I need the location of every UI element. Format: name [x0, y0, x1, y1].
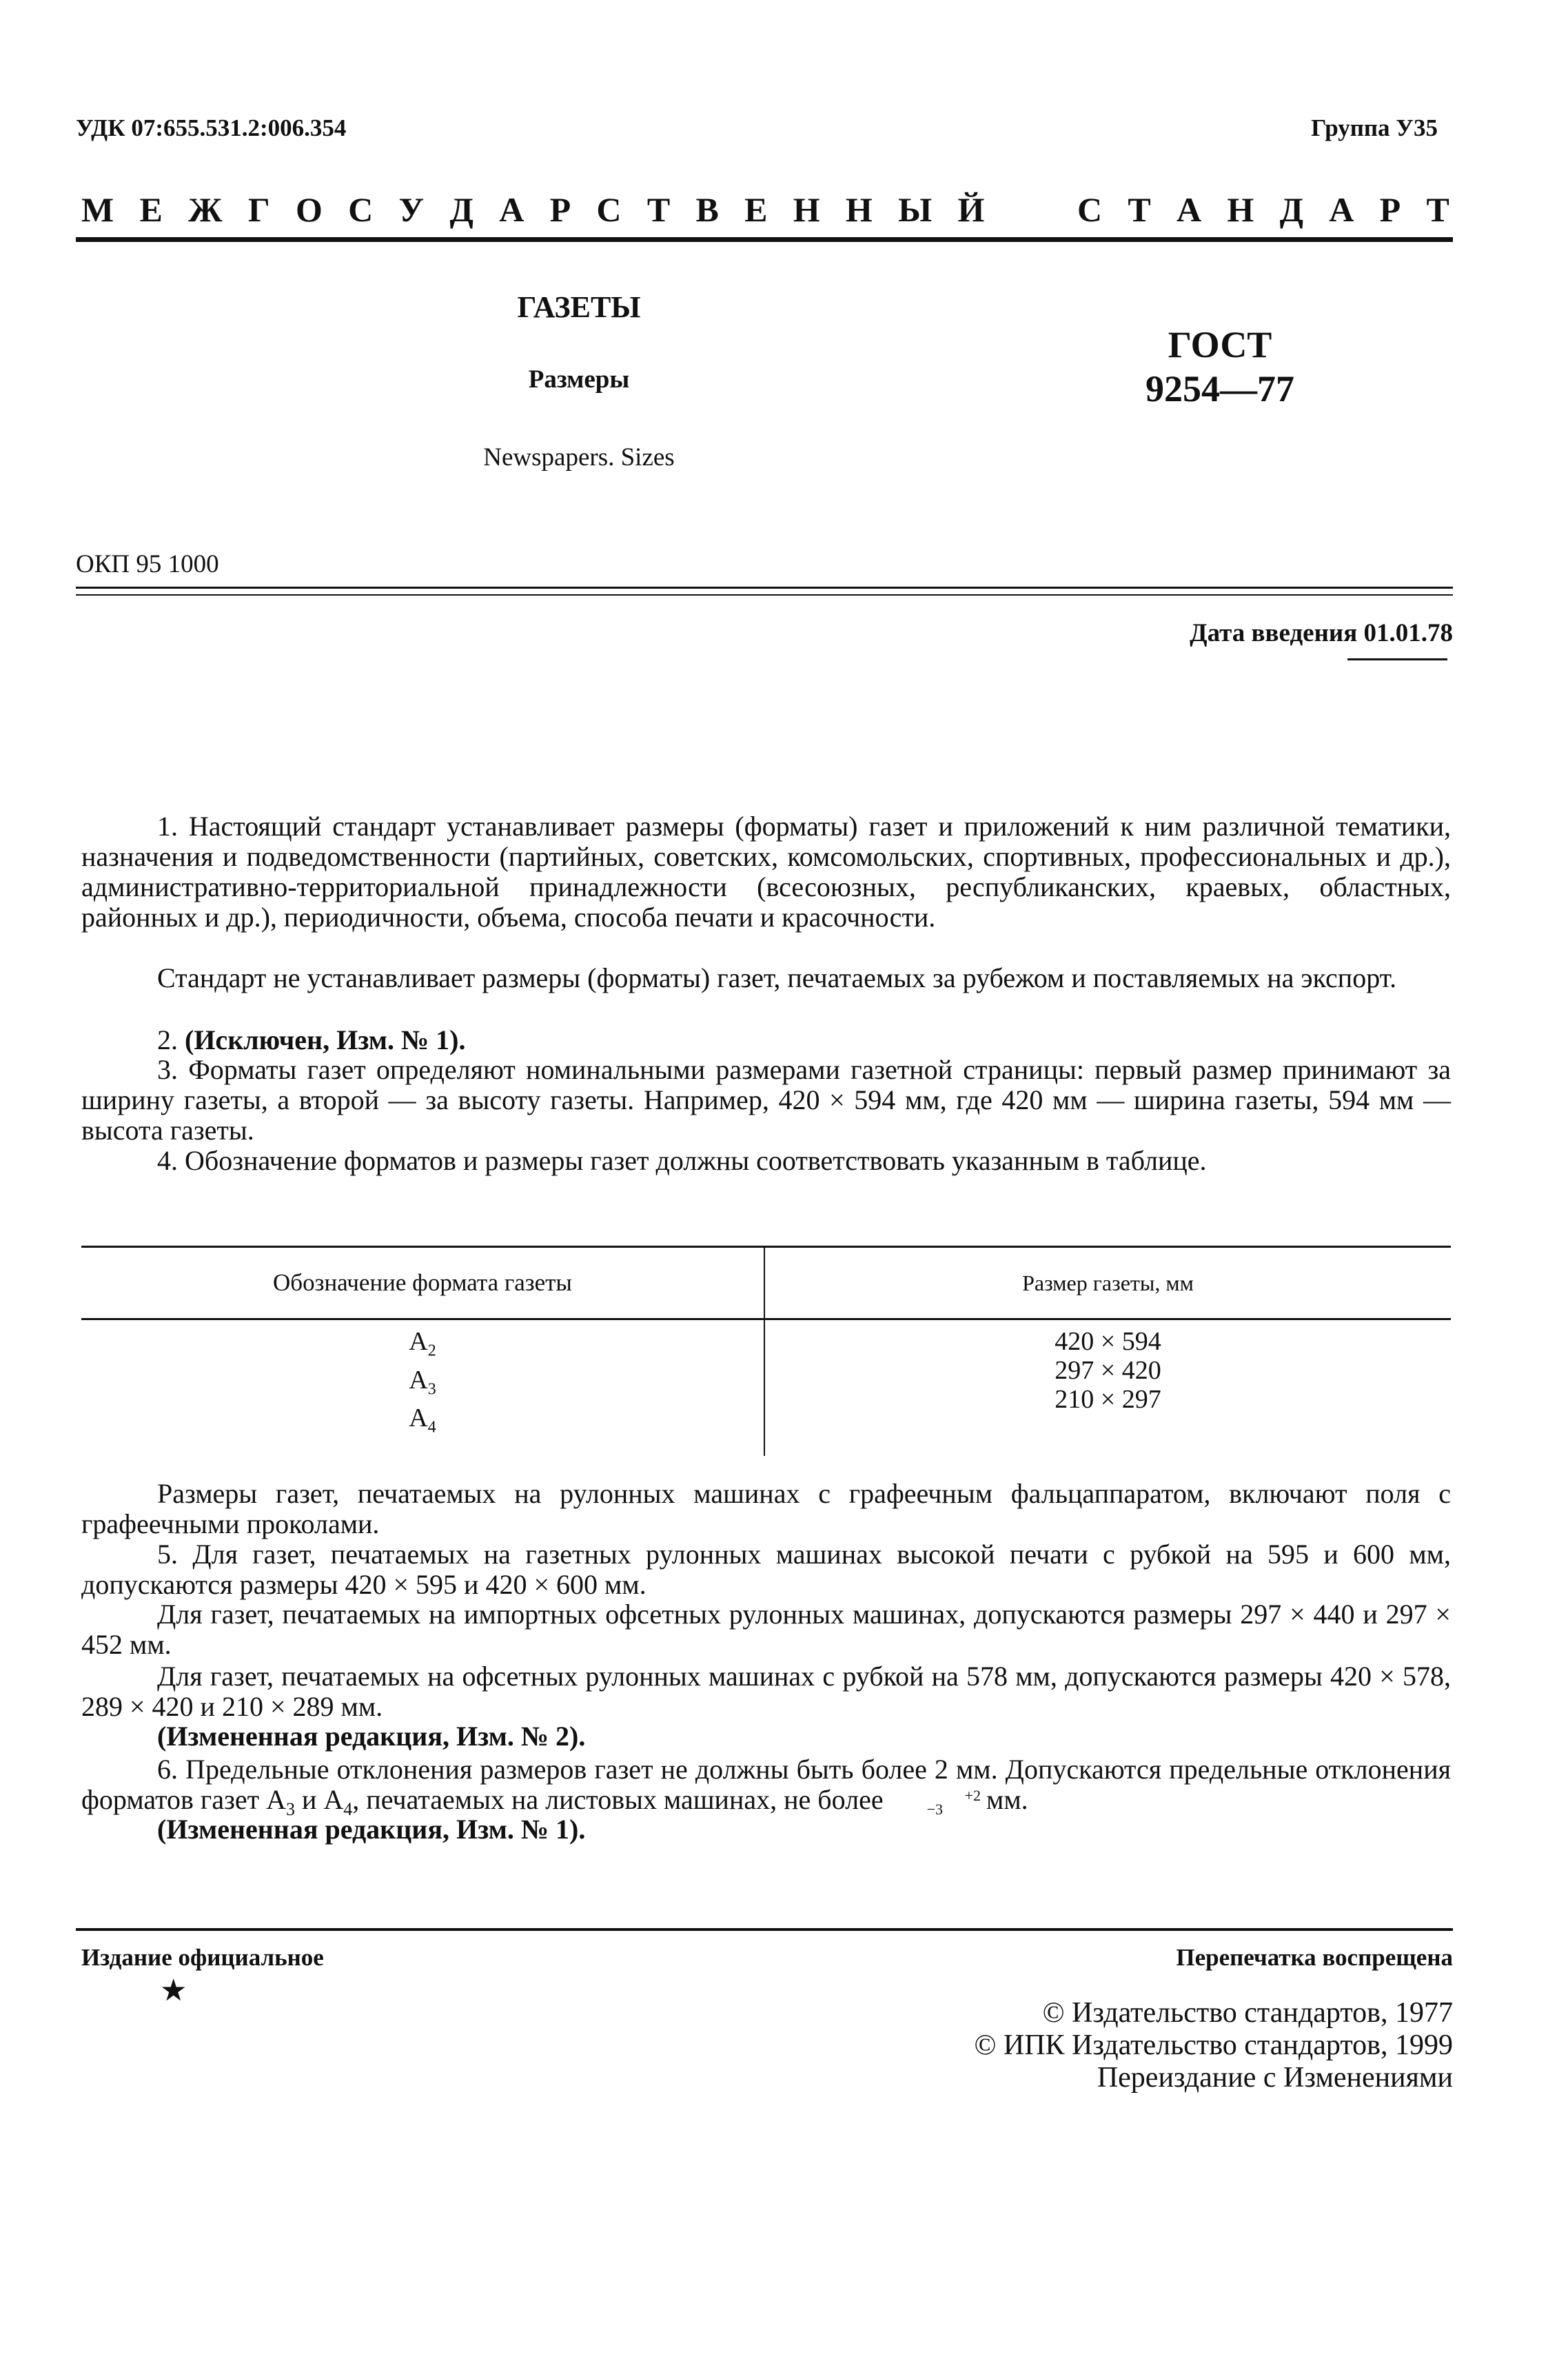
standard-letter: Т	[1426, 190, 1449, 229]
standard-letter: А	[1329, 190, 1354, 229]
interstate-standard-heading	[81, 190, 1449, 230]
table-size-column	[765, 1320, 1451, 1456]
introduction-date: Дата введения 01.01.78	[1190, 619, 1453, 647]
document-subtitle-english: Newspapers. Sizes	[483, 443, 675, 472]
interstate-letter: О	[295, 190, 323, 229]
interstate-letter: Р	[549, 190, 571, 229]
standard-letter: Д	[1279, 190, 1303, 229]
paragraph-1-continued: Стандарт не устанавливает размеры (форматы) газет, печатаемых за рубежом и поставляемых на экспорт.	[157, 962, 1397, 993]
interstate-letter: С	[596, 190, 622, 229]
reprint-prohibited-label: Перепечатка воспрещена	[1176, 1944, 1453, 1971]
paragraph-6-amendment: (Измененная редакция, Изм. № 1).	[157, 1814, 586, 1845]
bottom-rule	[76, 1928, 1453, 1931]
interstate-letter: У	[398, 190, 425, 229]
interstate-letter: Д	[449, 190, 474, 229]
table-cell-size: 210 × 297	[1055, 1385, 1161, 1414]
interstate-letter: Г	[247, 190, 270, 229]
table-format-column	[81, 1320, 765, 1456]
document-title: ГАЗЕТЫ	[517, 290, 641, 324]
tolerance-fraction	[889, 1786, 981, 1818]
group-code: Группа У35	[1311, 114, 1438, 141]
tolerance-plus: +2	[964, 1786, 981, 1804]
interstate-letter: А	[499, 190, 525, 229]
paragraph-6-and: и А	[295, 1784, 344, 1815]
standard-letter: Р	[1379, 190, 1401, 229]
formats-table	[81, 1246, 1451, 1456]
standard-letter: Т	[1128, 190, 1151, 229]
interstate-letter: С	[348, 190, 374, 229]
paragraph-2-number: 2.	[157, 1024, 185, 1055]
interstate-letter: Ы	[898, 190, 933, 229]
gost-number: 9254—77	[1146, 368, 1294, 409]
document-subtitle: Размеры	[528, 365, 630, 394]
paragraph-3: 3. Форматы газет определяют номинальными размерами газетной страницы: первый размер принимают за ширину газеты, а второй — за высоту газеты. Например, 420 × 594 мм, где 420 мм — ширина газеты, 594 мм — высота газеты.	[81, 1054, 1451, 1146]
okp-code: ОКП 95 1000	[76, 550, 219, 578]
gost-label: ГОСТ	[1168, 324, 1272, 365]
paragraph-1: 1. Настоящий стандарт устанавливает размеры (форматы) газет и приложений к ним различной тематики, назначения и подведомственности (партийных, советских, комсомольских, спортивных, профессиональных и др.), административно-территориальной принадлежности (всесоюзных, республиканских, краевых, областных, районных и др.), периодичности, объема, способа печати и красочности.	[81, 811, 1451, 933]
paragraph-2-excluded: (Исключен, Изм. № 1).	[185, 1024, 466, 1055]
table-cell-format: $А_3$	[409, 1365, 436, 1399]
table-cell-format: $А_4$	[409, 1404, 436, 1437]
gost-number-block	[1103, 323, 1337, 411]
paragraph-5-amendment: (Измененная редакция, Изм. № 2).	[157, 1721, 586, 1752]
paragraph-5-offset: Для газет, печатаемых на офсетных рулонных машинах с рубкой на 578 мм, допускаются размеры 420 × 578, 289 × 420 и 210 × 289 мм.	[81, 1661, 1451, 1722]
paragraph-4: 4. Обозначение форматов и размеры газет должны соответствовать указанным в таблице.	[157, 1145, 1207, 1176]
standard-letter: С	[1077, 190, 1103, 229]
interstate-letter: Н	[845, 190, 873, 229]
table-header-size: Размер газеты, мм	[1022, 1270, 1194, 1295]
interstate-letter: Н	[793, 190, 820, 229]
paragraph-5-import: Для газет, печатаемых на импортных офсетных рулонных машинах, допускаются размеры 297 × 440 и 297 × 452 мм.	[81, 1599, 1451, 1660]
table-cell-format: $А_2$	[409, 1327, 436, 1360]
table-cell-size: 420 × 594	[1055, 1327, 1161, 1356]
introduction-date-underline	[1347, 658, 1447, 660]
official-edition-label: Издание официальное	[81, 1944, 324, 1971]
interstate-letter: М	[81, 190, 114, 229]
table-header-row	[81, 1246, 1451, 1320]
paragraph-6-sub-2: 4	[343, 1799, 353, 1819]
interstate-letter: Е	[139, 190, 163, 229]
udk-code: УДК 07:655.531.2:006.354	[76, 114, 347, 141]
table-body	[81, 1320, 1451, 1456]
copyright-1999: © ИПК Издательство стандартов, 1999	[974, 2029, 1453, 2061]
paragraph-6-unit: мм.	[986, 1784, 1028, 1815]
top-rule	[76, 237, 1453, 242]
reissue-note: Переиздание с Изменениями	[1097, 2062, 1453, 2094]
interstate-letter: Т	[646, 190, 671, 229]
paragraph-4-note: Размеры газет, печатаемых на рулонных машинах с графеечным фальцаппаратом, включают поля с графеечными проколами.	[81, 1478, 1451, 1539]
title-block	[386, 290, 772, 472]
paragraph-6-text-b: , печатаемых на листовых машинах, не более	[352, 1784, 884, 1815]
copyright-1977: © Издательство стандартов, 1977	[1042, 1997, 1453, 2029]
interstate-letter: Е	[744, 190, 768, 229]
standard-letter: Н	[1227, 190, 1254, 229]
table-header-format: Обозначение формата газеты	[81, 1248, 765, 1318]
paragraph-6-text-a: 6. Предельные отклонения размеров газет не должны быть более 2 мм. Допускаются предельные отклонения форматов газет А	[81, 1754, 1451, 1815]
interstate-letter: Й	[957, 190, 985, 229]
standard-letter: А	[1177, 190, 1202, 229]
middle-rule-second	[76, 594, 1453, 596]
interstate-letter: В	[695, 190, 719, 229]
interstate-letter: Ж	[188, 190, 223, 229]
tolerance-minus: −3	[926, 1800, 943, 1818]
paragraph-2	[81, 1025, 1451, 1055]
paragraph-5: 5. Для газет, печатаемых на газетных рулонных машинах высокой печати с рубкой на 595 и 600 мм, допускаются размеры 420 × 595 и 420 × 600 мм.	[81, 1539, 1451, 1600]
middle-rule	[76, 587, 1453, 589]
copyright-block	[974, 1997, 1453, 2094]
star-icon: ★	[160, 1974, 187, 2007]
paragraph-6-sub-1: 3	[286, 1799, 295, 1819]
table-cell-size: 297 × 420	[1055, 1356, 1161, 1385]
